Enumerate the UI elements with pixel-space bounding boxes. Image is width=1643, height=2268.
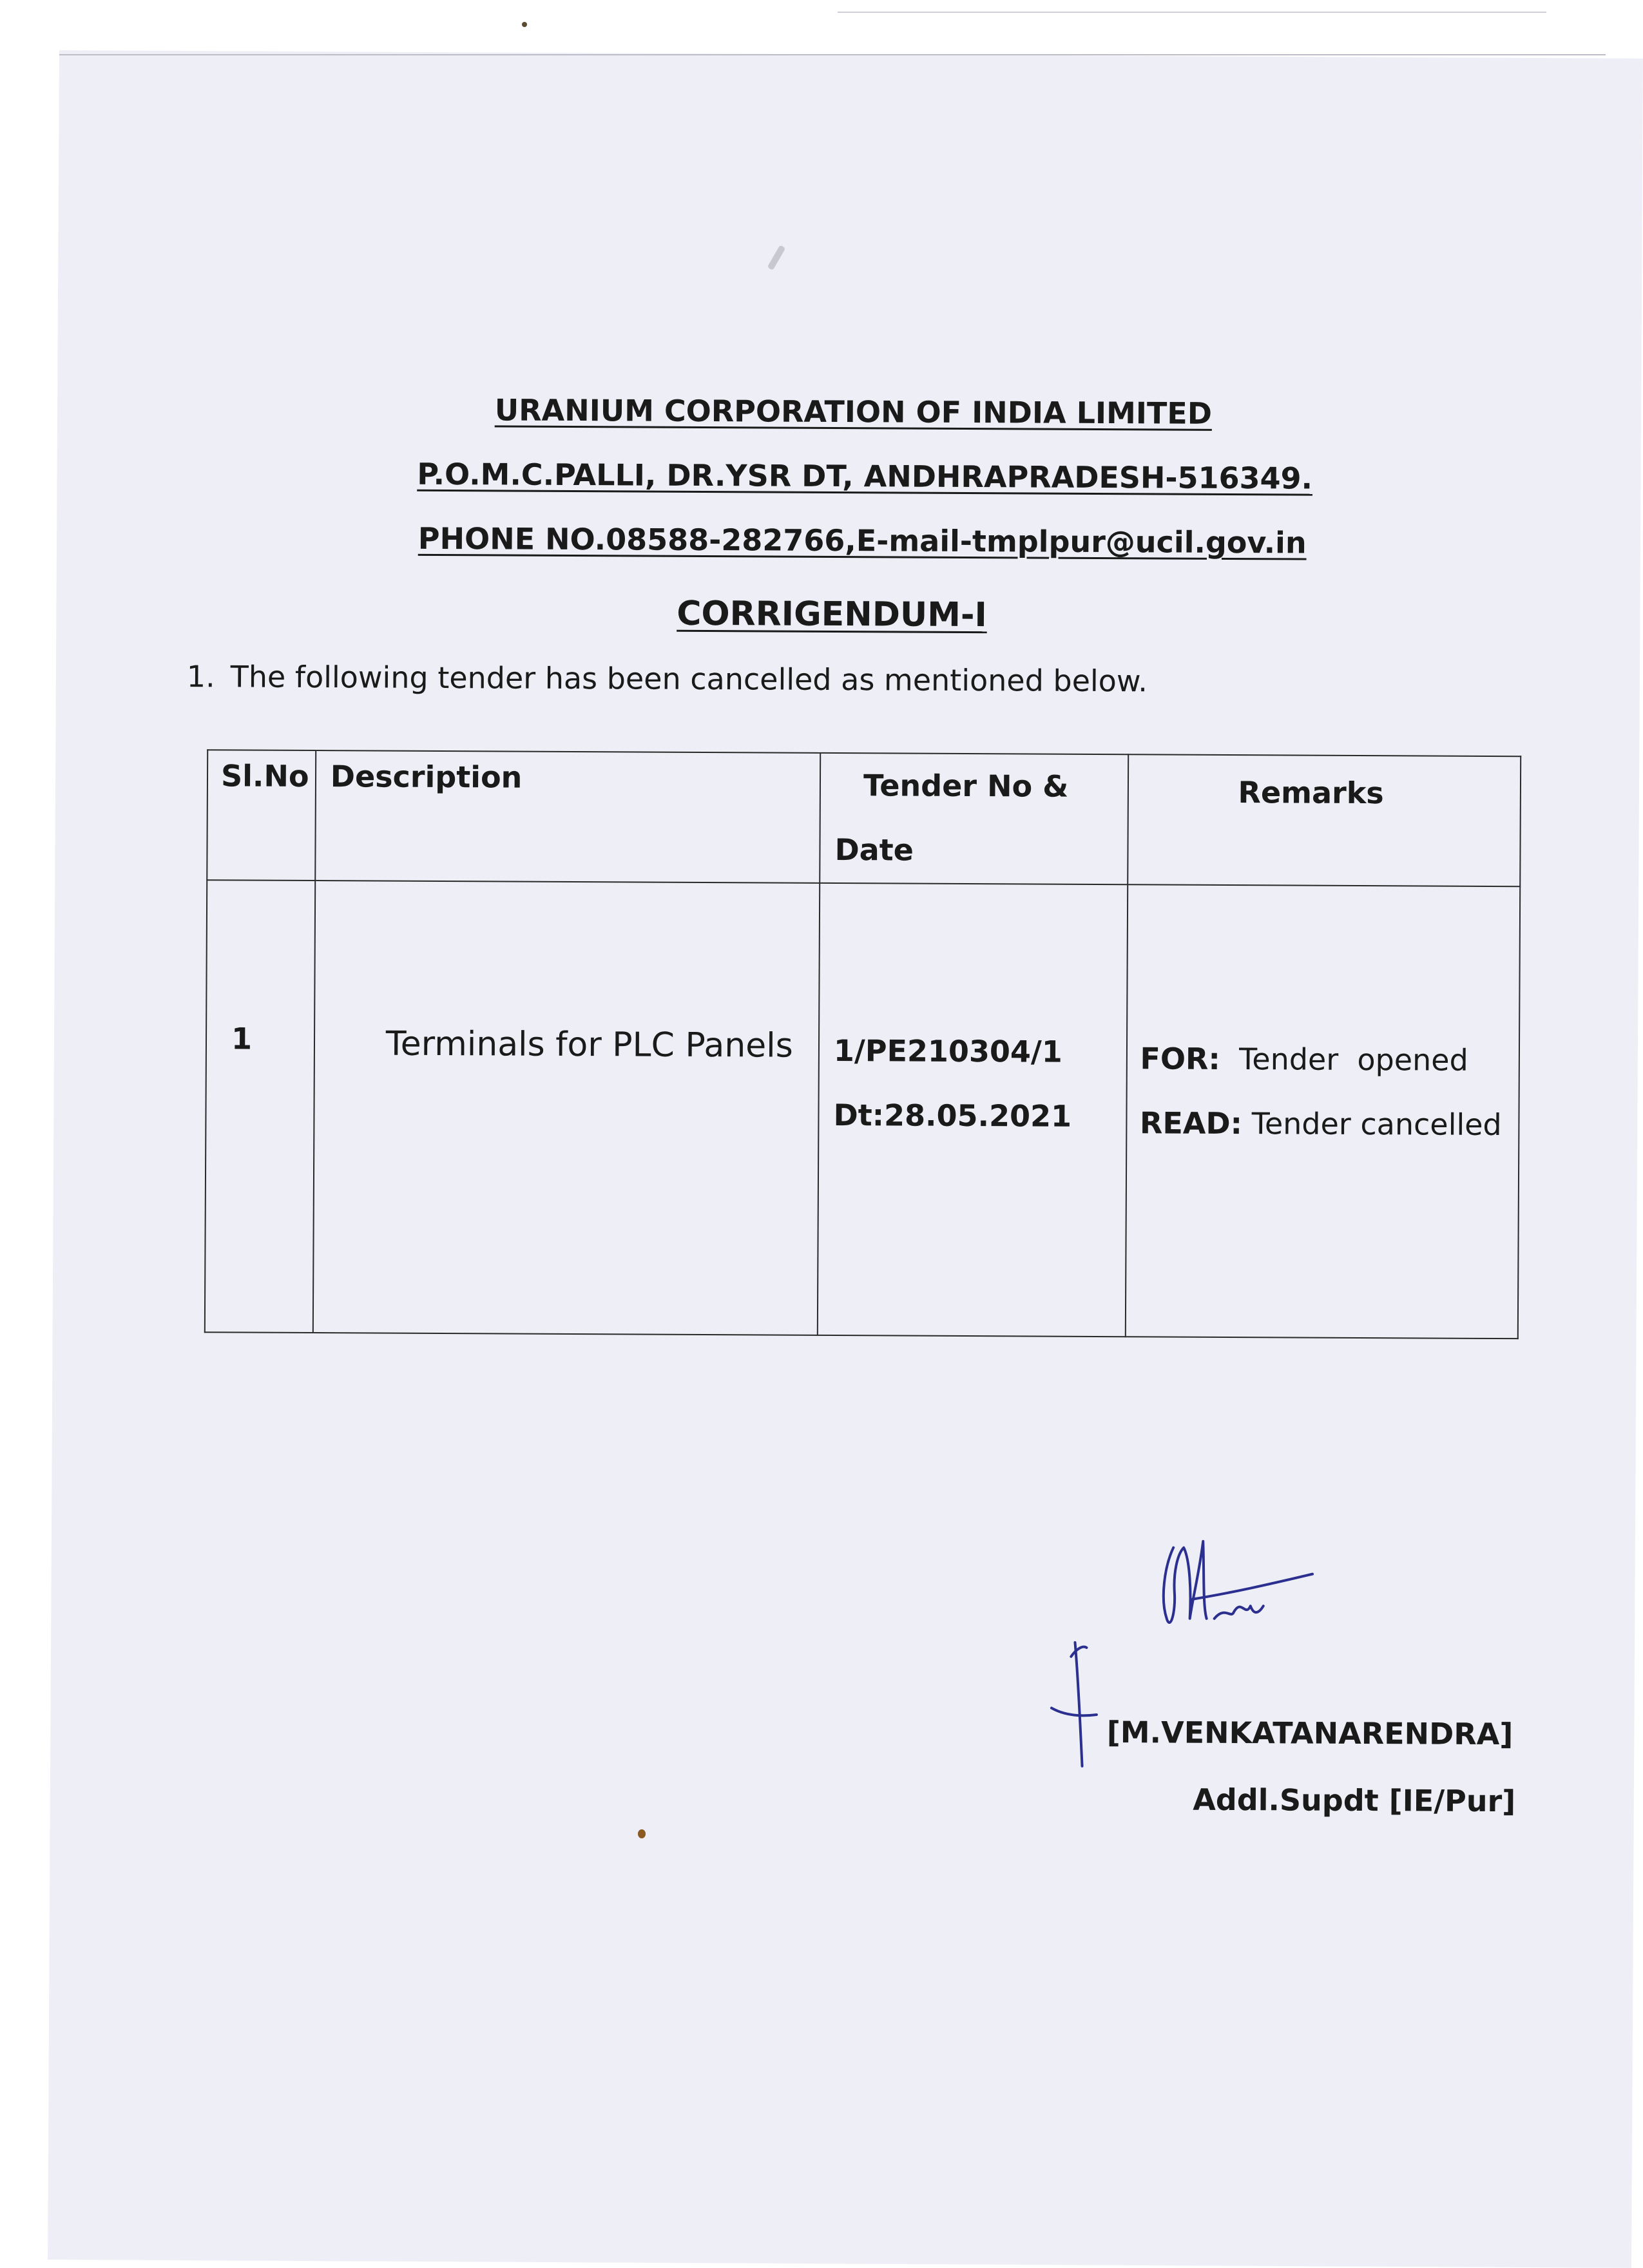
signature-stroke (1215, 1606, 1263, 1619)
intro-number: 1. (186, 659, 215, 694)
organization-address: P.O.M.C.PALLI, DR.YSR DT, ANDHRAPRADESH-516349. (417, 456, 1313, 496)
cell-remarks (1125, 884, 1520, 1339)
header-sl-no: Sl.No (207, 750, 316, 881)
remarks-for-line: FOR: Tender opened (1140, 1041, 1468, 1078)
signatory-name: [M.VENKATANARENDRA] (1106, 1715, 1513, 1752)
header-tender-no-date: Tender No & Date (820, 753, 1128, 884)
signature-stroke (1071, 1647, 1086, 1657)
signature-stroke (1193, 1574, 1312, 1600)
signature-stroke (1164, 1541, 1207, 1623)
header-description: Description (315, 750, 820, 883)
header-remarks: Remarks (1128, 754, 1521, 886)
table-row (205, 880, 1520, 1339)
cell-description: Terminals for PLC Panels (313, 881, 820, 1335)
organization-contact: PHONE NO.08588-282766,E-mail-tmplpur@ucil.gov.in (418, 520, 1307, 560)
cell-sl-no: 1 (205, 880, 315, 1333)
signature-stroke (1075, 1643, 1083, 1766)
intro-text: The following tender has been cancelled as mentioned below. (230, 659, 1148, 699)
organization-name: URANIUM CORPORATION OF INDIA LIMITED (494, 392, 1213, 431)
document-title: CORRIGENDUM-I (677, 594, 988, 635)
intro-paragraph (187, 659, 1148, 698)
signature-stroke (1052, 1708, 1097, 1716)
cell-tender-no-date: 1/PE210304/1 Dt:28.05.2021 (818, 883, 1128, 1337)
signatory-designation: Addl.Supdt [IE/Pur] (1193, 1782, 1516, 1819)
remarks-read-line: READ: Tender cancelled (1139, 1105, 1502, 1143)
handwritten-signature (1037, 1521, 1373, 1794)
table-header-row (207, 750, 1521, 886)
tender-table (204, 749, 1521, 1339)
